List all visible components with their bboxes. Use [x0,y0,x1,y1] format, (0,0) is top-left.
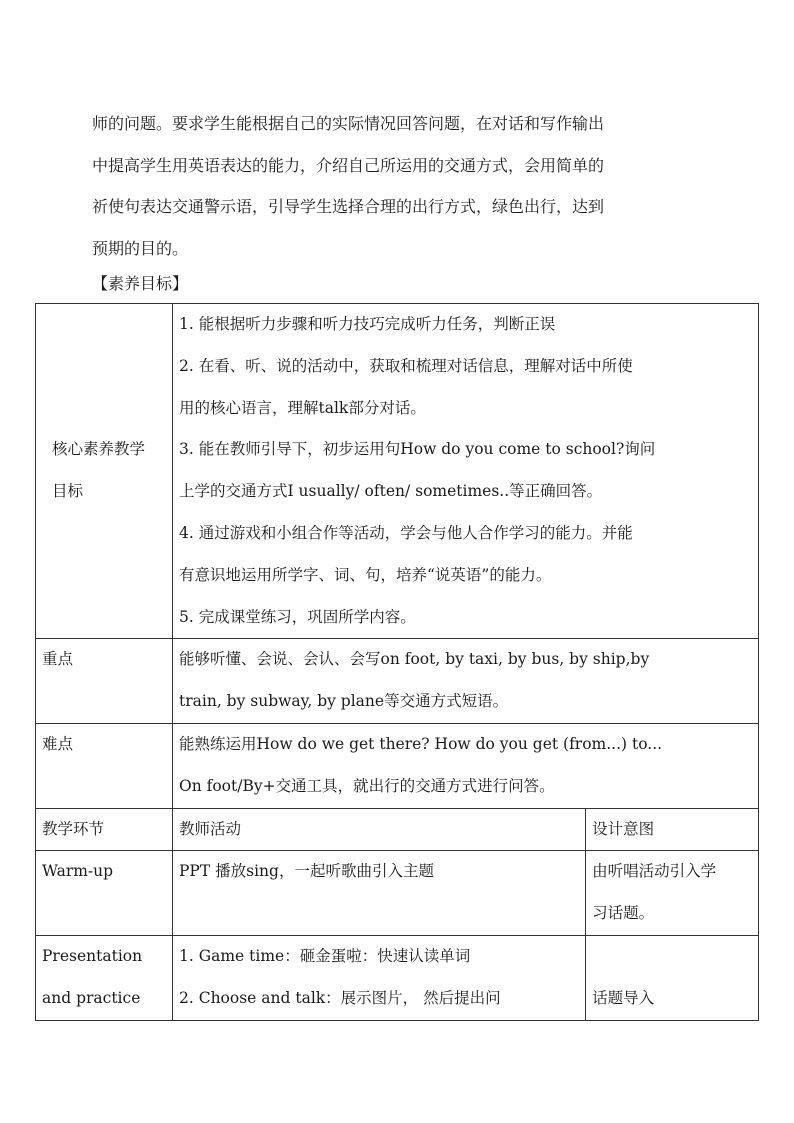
goal-line: 用的核心语言，理解talk部分对话。 [179,398,426,417]
difficulties-line: On foot/By+交通工具，就出行的交通方式进行问答。 [179,776,555,795]
intro-line: 祈使句表达交通警示语，引导学生选择合理的出行方式，绿色出行，达到 [92,197,605,216]
key-points-label: 重点 [36,639,173,724]
header-stage: 教学环节 [36,808,173,851]
intro-line: 预期的目的。 [92,238,189,258]
warmup-intent-line: 习话题。 [592,904,655,923]
table-row-difficulties [36,723,759,808]
goals-label-cell [36,304,173,639]
table-row-presentation [36,935,759,1020]
intro-line: 师的问题。要求学生能根据自己的实际情况回答问题，在对话和写作输出 [92,114,605,133]
goals-content-cell [173,304,759,639]
presentation-stage-cell [36,935,173,1020]
warmup-intent-cell [586,851,759,936]
warmup-activity: PPT 播放sing，一起听歌曲引入主题 [173,851,586,936]
presentation-intent-line [592,936,752,978]
difficulties-content-cell [173,723,759,808]
header-design-intent: 设计意图 [586,808,759,851]
difficulties-label: 难点 [36,723,173,808]
table-row-warmup [36,851,759,936]
header-teacher-activity: 教师活动 [173,808,586,851]
table-row-goals [36,304,759,639]
presentation-activity-line: 2. Choose and talk：展示图片， 然后提出问 [179,988,501,1007]
presentation-stage-line: and practice [42,988,141,1007]
presentation-intent-line: 话题导入 [592,988,655,1007]
goal-line: 上学的交通方式I usually/ often/ sometimes..等正确回答。 [179,482,603,501]
key-points-line: 能够听懂、会说、会认、会写on foot, by taxi, by bus, by ship,by [179,650,650,669]
goal-line: 4. 通过游戏和小组合作等活动，学会与他人合作学习的能力。并能 [179,523,633,542]
presentation-stage-line: Presentation [42,946,143,965]
difficulties-line: 能熟练运用How do we get there? How do you get (from...) to... [179,734,663,753]
goal-line: 1. 能根据听力步骤和听力技巧完成听力任务，判断正误 [179,315,556,333]
intro-line: 中提高学生用英语表达的能力，介绍自己所运用的交通方式，会用简单的 [92,155,605,175]
goal-line: 3. 能在教师引导下，初步运用句How do you come to school?询问 [179,440,656,459]
section-heading: 【素养目标】 [92,274,189,293]
warmup-stage: Warm-up [36,851,173,936]
presentation-activity-cell [173,935,586,1020]
lesson-plan-table [35,303,759,1021]
warmup-intent-line: 由听唱活动引入学 [592,862,717,881]
presentation-intent-cell [586,935,759,1020]
key-points-line: train, by subway, by plane等交通方式短语。 [179,692,509,711]
goal-line: 5. 完成课堂练习，巩固所学内容。 [179,607,416,626]
goal-line: 有意识地运用所学字、词、句，培养“说英语”的能力。 [179,565,552,584]
goals-label-line: 目标 [52,482,84,501]
table-header-row [36,808,759,851]
goals-label-line: 核心素养教学 [52,440,146,459]
table-row-key-points [36,639,759,724]
key-points-content-cell [173,639,759,724]
intro-paragraph [92,103,712,269]
presentation-activity-line: 1. Game time：砸金蛋啦：快速认读单词 [179,946,471,965]
goal-line: 2. 在看、听、说的活动中，获取和梳理对话信息，理解对话中所使 [179,356,633,375]
